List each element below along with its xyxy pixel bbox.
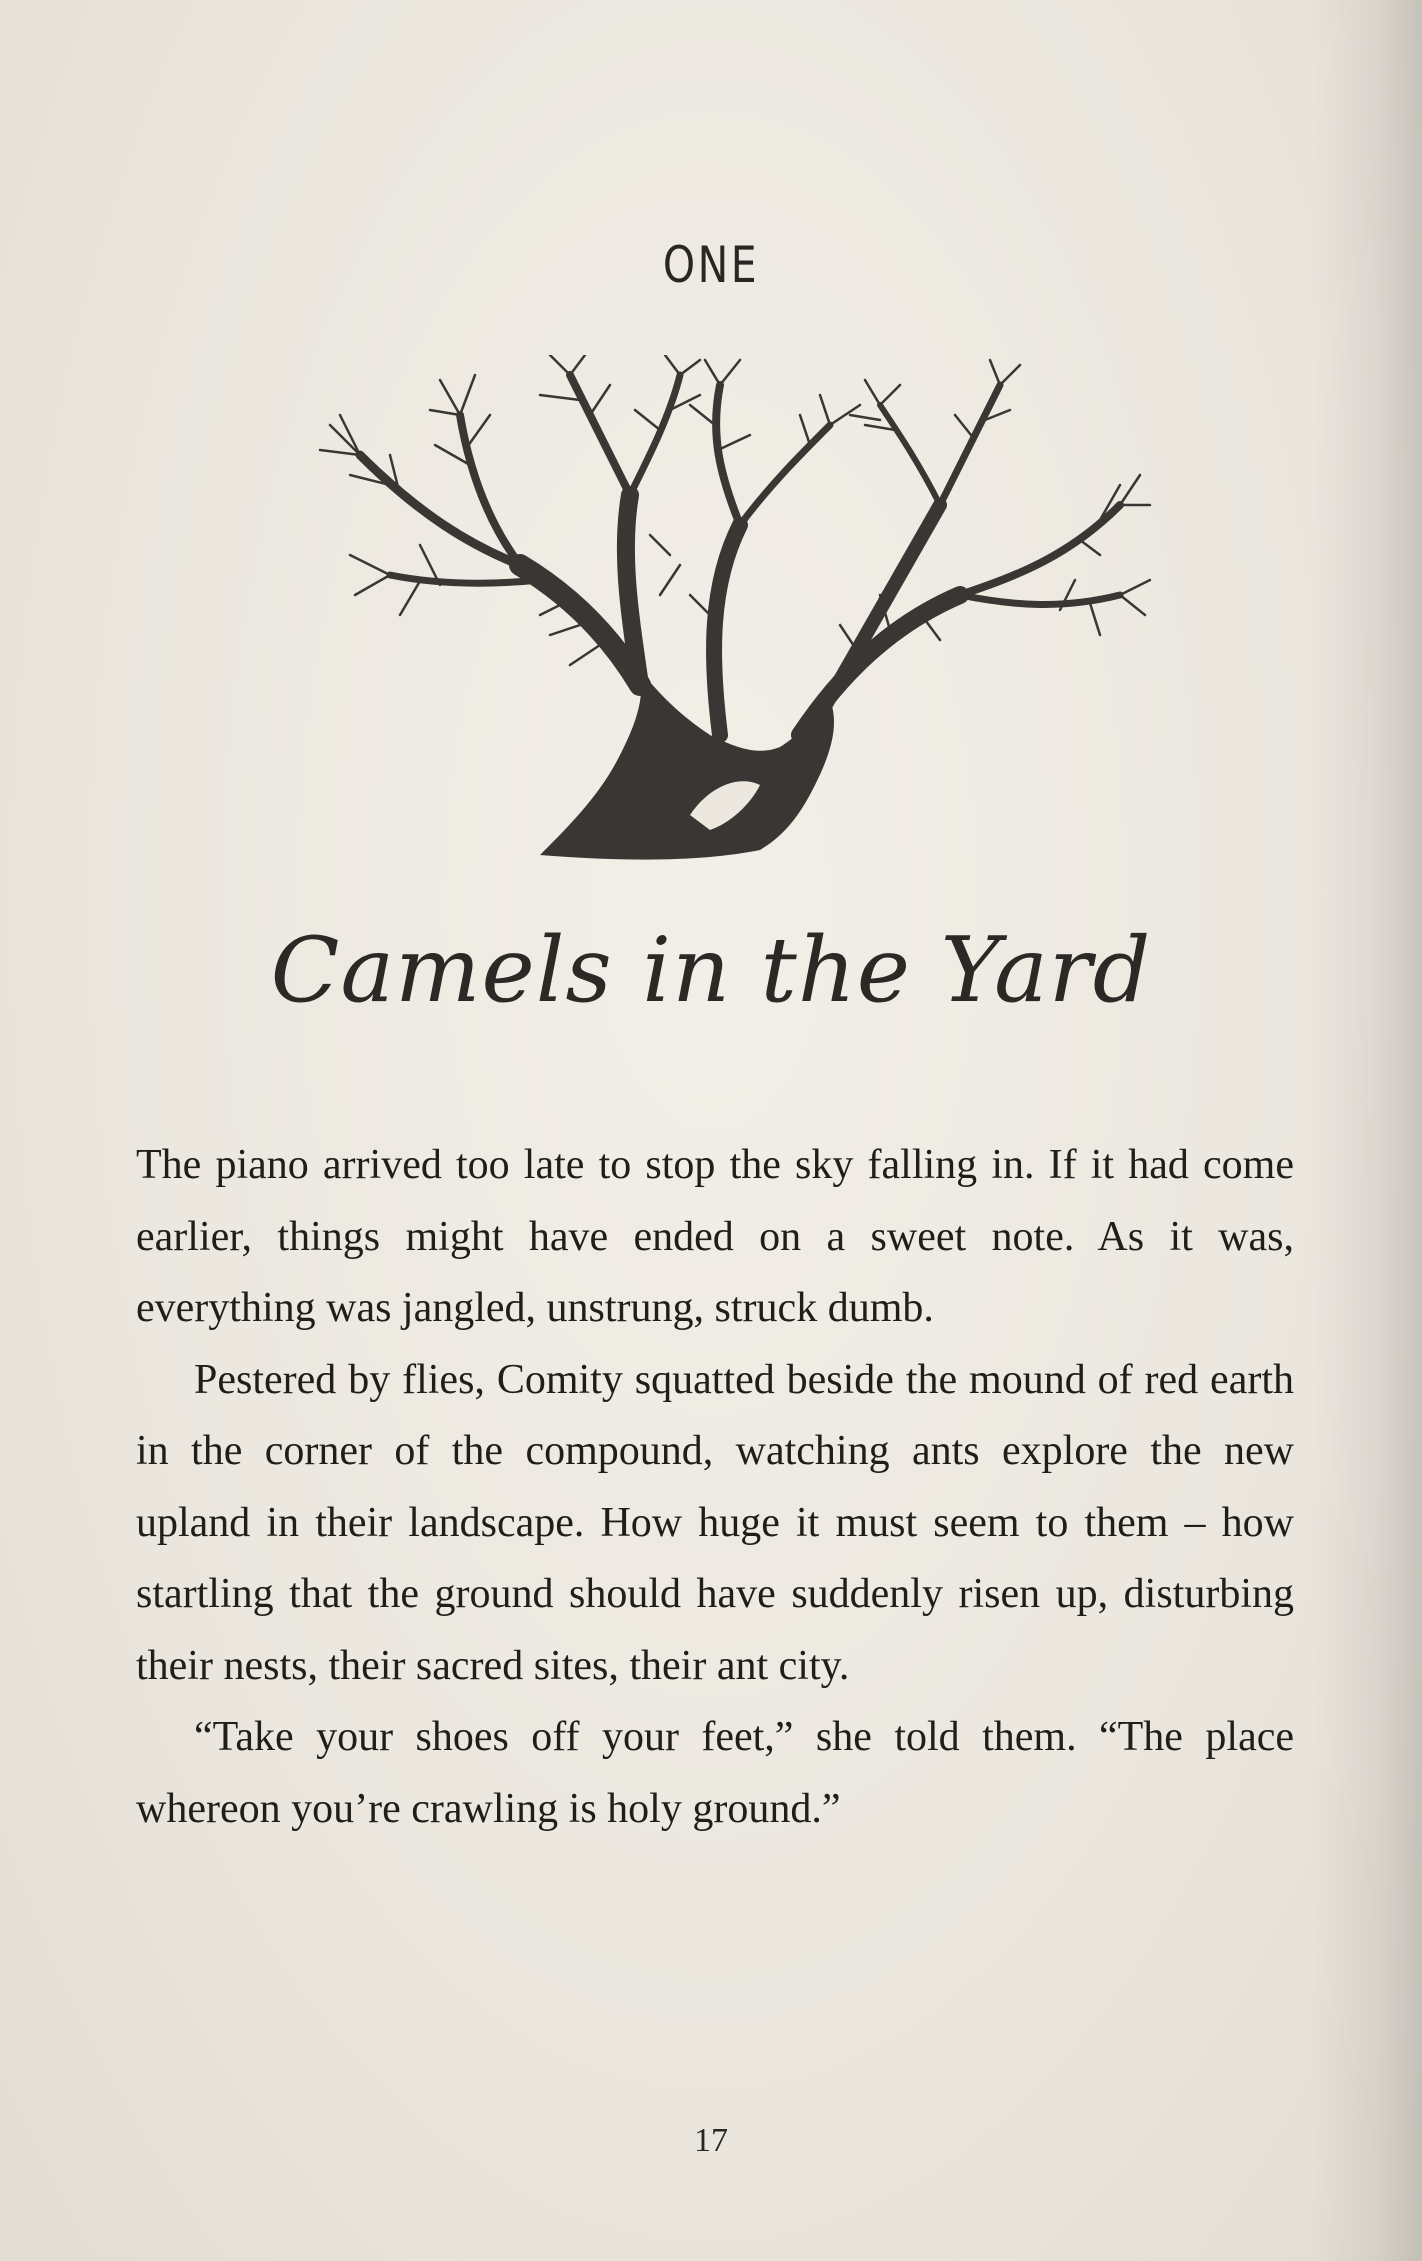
chapter-body <box>136 1130 1294 1845</box>
paragraph: Pestered by flies, Comity squatted beside the mound of red earth in the corner of the compound, watching ants explore the new upland in their landscape. How huge it must seem to them – how startling that the ground should have suddenly risen up, disturbing their nests, their sacred sites, their ant city. <box>136 1356 1294 1689</box>
paragraph: The piano arrived too late to stop the sky falling in. If it had come earlier, things might have ended on a sweet note. As it was, everything was jangled, unstrung, struck dumb. <box>136 1142 1294 1331</box>
page-edge-shadow <box>1312 0 1422 2261</box>
bare-tree-icon <box>240 355 1180 895</box>
paragraph: “Take your shoes off your feet,” she told them. “The place whereon you’re crawling is holy ground.” <box>136 1714 1294 1832</box>
chapter-title: Camels in the Yard <box>270 918 1152 1023</box>
chapter-number: ONE <box>662 236 760 294</box>
page-number: 17 <box>694 2122 728 2159</box>
